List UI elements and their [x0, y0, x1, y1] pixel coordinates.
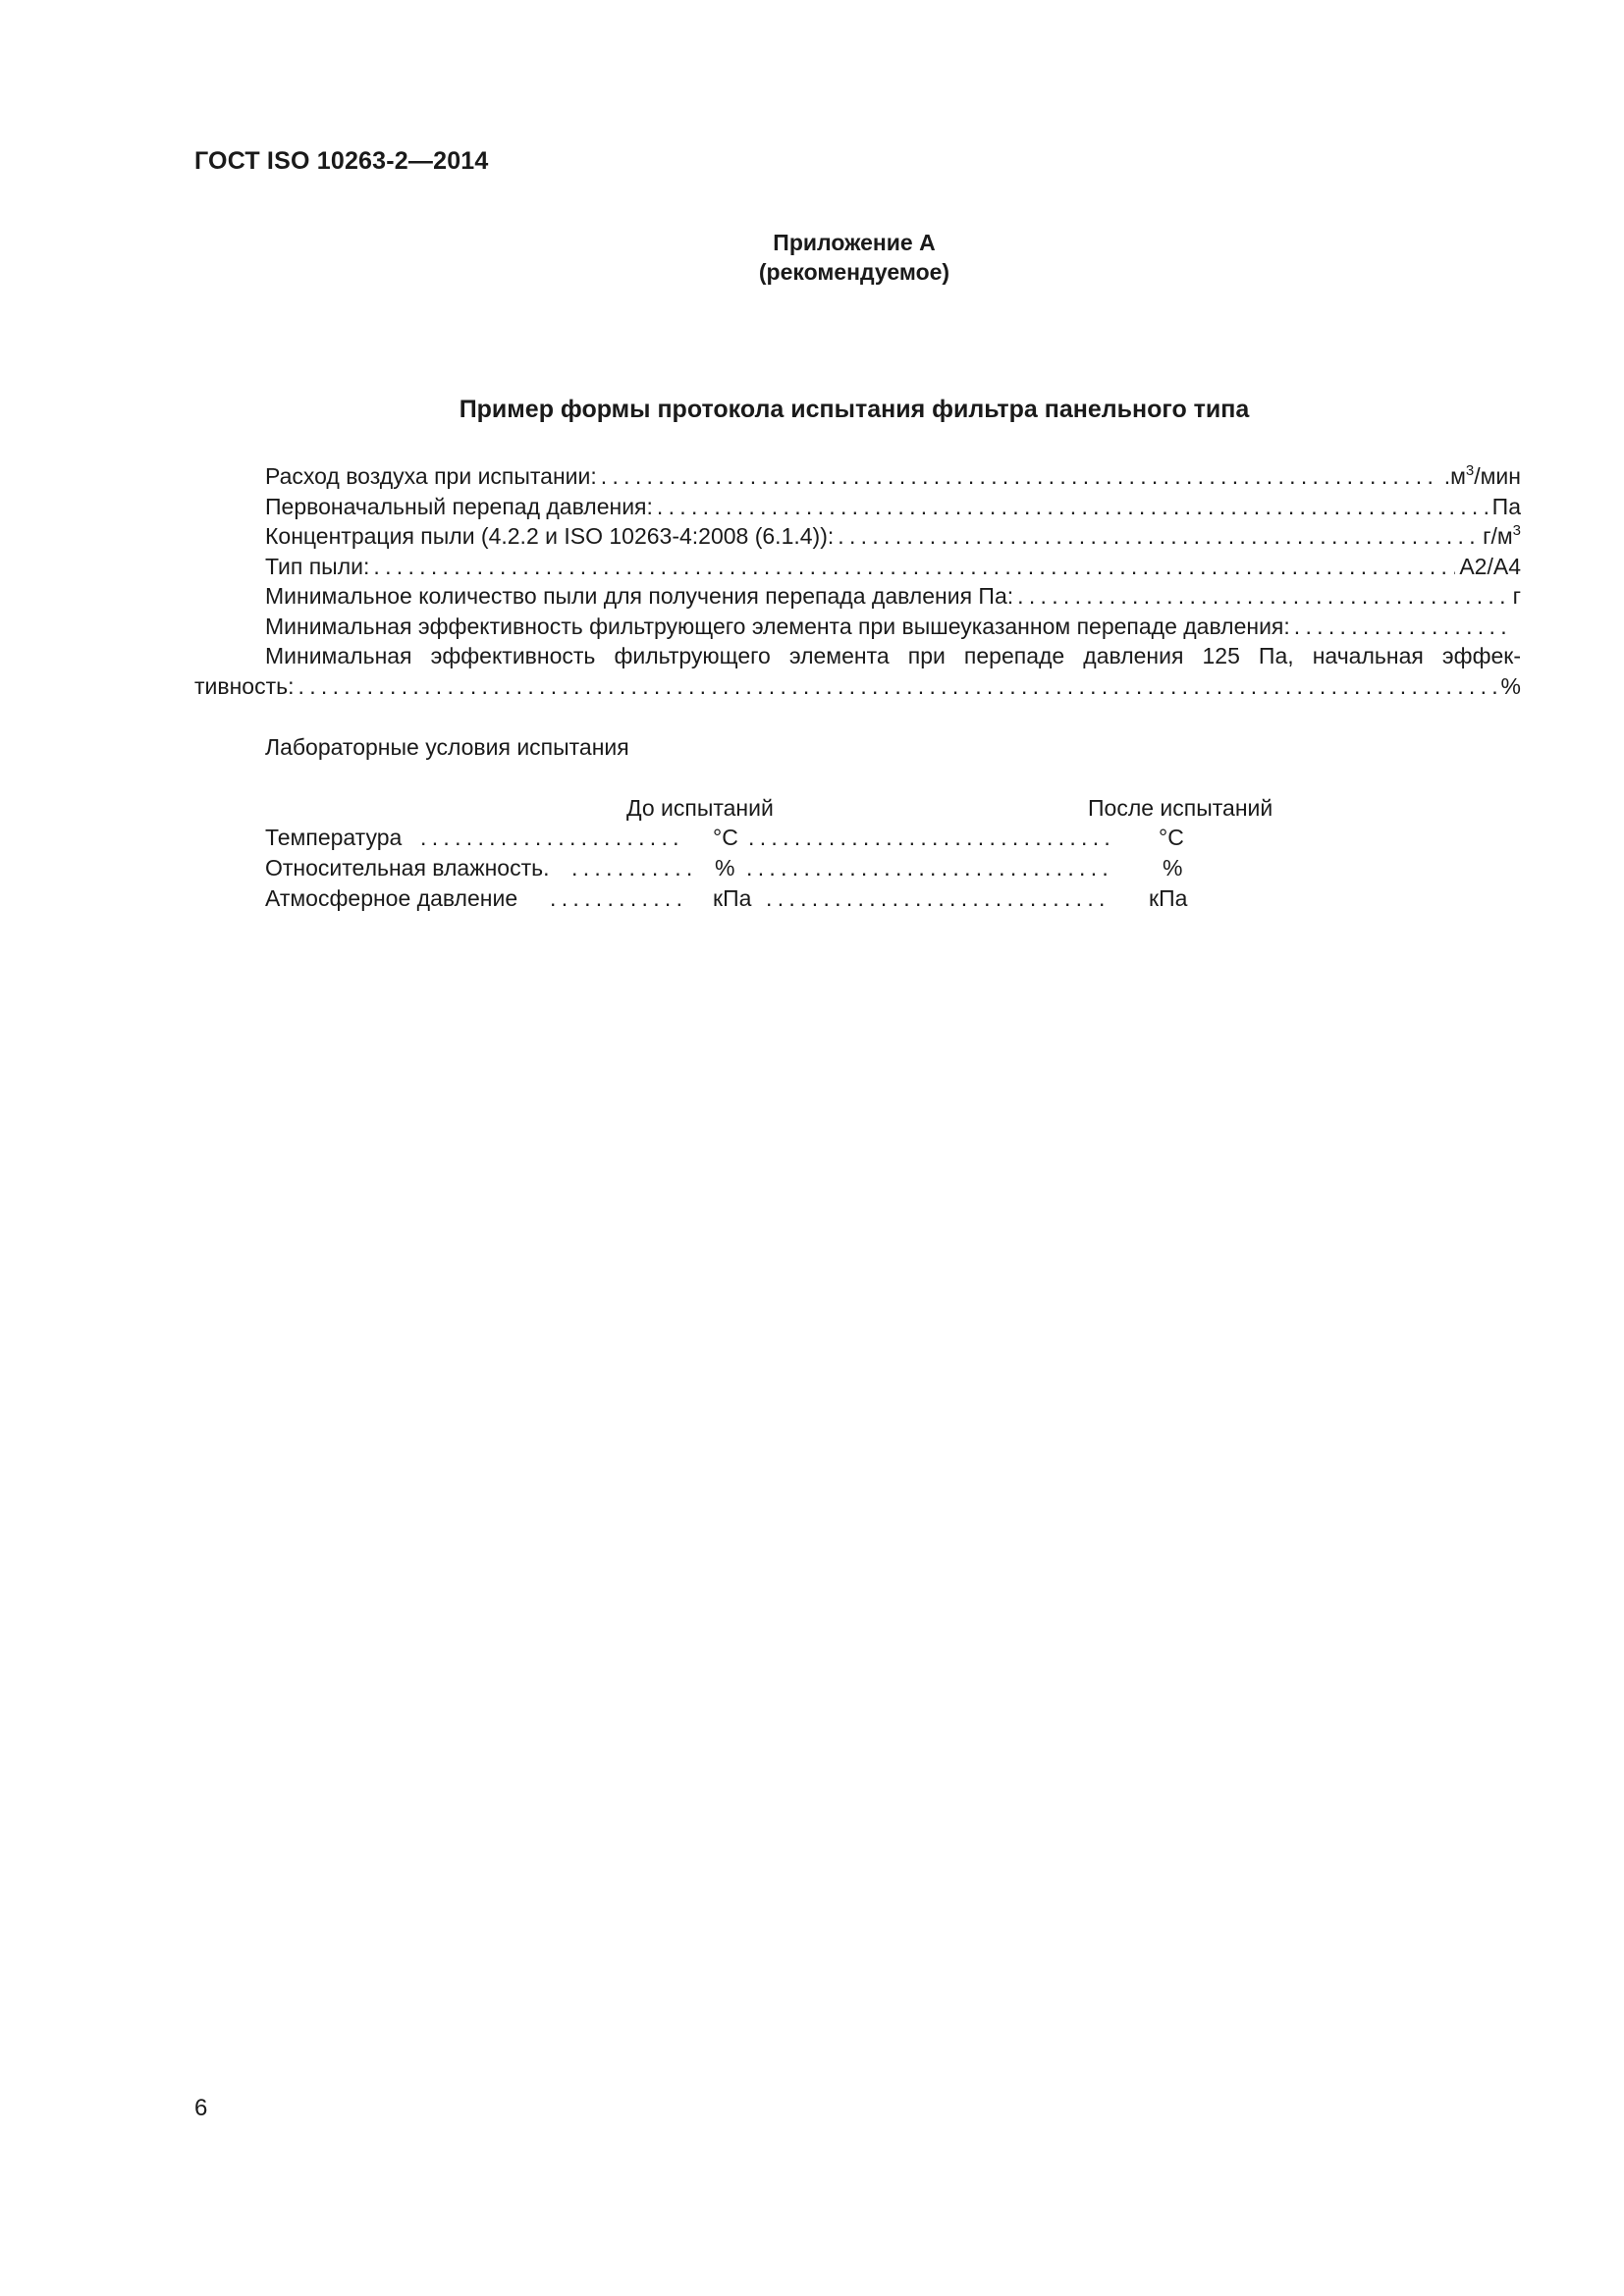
- field-unit: %: [1500, 672, 1521, 699]
- field-air-flow: [194, 461, 1521, 492]
- appendix-title: Приложение А: [773, 230, 936, 255]
- dot-leader: [1017, 581, 1508, 612]
- dot-leader: [657, 492, 1489, 522]
- field-dust-concentration: [194, 521, 1521, 552]
- dot-leader: [838, 521, 1479, 552]
- dot-leader: [298, 671, 1497, 702]
- dot-leader: [746, 855, 1113, 881]
- field-label: Минимальная эффективность фильтрующего элемента при вышеуказанном перепаде давления:: [265, 613, 1290, 639]
- field-label: Тип пыли:: [265, 553, 370, 579]
- dot-leader: [550, 885, 689, 912]
- field-label: Концентрация пыли (4.2.2 и ISO 10263-4:2008 (6.1.4)):: [265, 523, 835, 549]
- dot-leader: [1294, 612, 1507, 642]
- column-header-before: До испытаний: [626, 795, 774, 821]
- lab-row-label: Атмосферное давление: [265, 885, 518, 911]
- field-unit: г: [1512, 583, 1521, 609]
- lab-row-label: Температура: [265, 825, 403, 850]
- unit-before: %: [715, 855, 735, 881]
- dot-leader: [766, 885, 1104, 912]
- field-dust-type: [194, 552, 1521, 582]
- column-header-after: После испытаний: [1088, 795, 1273, 821]
- unit-after: %: [1163, 855, 1183, 881]
- field-label: тивность:: [194, 672, 295, 699]
- dot-leader: [420, 825, 685, 851]
- dot-leader: [571, 855, 691, 881]
- field-min-efficiency: [194, 612, 1521, 642]
- field-initial-efficiency-line2: [194, 671, 1521, 702]
- field-unit: A2/A4: [1459, 553, 1521, 579]
- field-initial-pressure-drop: [194, 492, 1521, 522]
- field-label: Первоначальный перепад давления:: [265, 493, 653, 519]
- unit-after: °С: [1159, 825, 1184, 850]
- form-title: Пример формы протокола испытания фильтра панельного типа: [459, 396, 1250, 423]
- unit-before: кПа: [713, 885, 752, 911]
- lab-conditions-title: Лабораторные условия испытания: [265, 734, 629, 760]
- document-header: ГОСТ ISO 10263-2—2014: [194, 147, 489, 175]
- unit-before: °С: [713, 825, 738, 850]
- field-unit: Па: [1491, 493, 1521, 519]
- lab-row-label: Относительная влажность.: [265, 855, 550, 881]
- dot-leader: [748, 825, 1111, 851]
- unit-after: кПа: [1149, 885, 1188, 911]
- field-initial-efficiency-line1: Минимальная эффективность фильтрующего элемента при перепаде давления 125 Па, начальная эффек-: [265, 643, 1521, 668]
- field-label: Расход воздуха при испытании:: [265, 463, 597, 489]
- form-fields: [194, 461, 1521, 701]
- field-unit: $г/м^3$: [1483, 522, 1521, 549]
- field-min-dust-amount: [194, 581, 1521, 612]
- field-unit: $.м^3$/мин: [1443, 462, 1521, 489]
- dot-leader: [601, 461, 1440, 492]
- field-label: Минимальное количество пыли для получения перепада давления Па:: [265, 583, 1014, 609]
- page-number: 6: [194, 2095, 208, 2121]
- appendix-subtitle: (рекомендуемое): [758, 259, 950, 285]
- dot-leader: [373, 552, 1455, 582]
